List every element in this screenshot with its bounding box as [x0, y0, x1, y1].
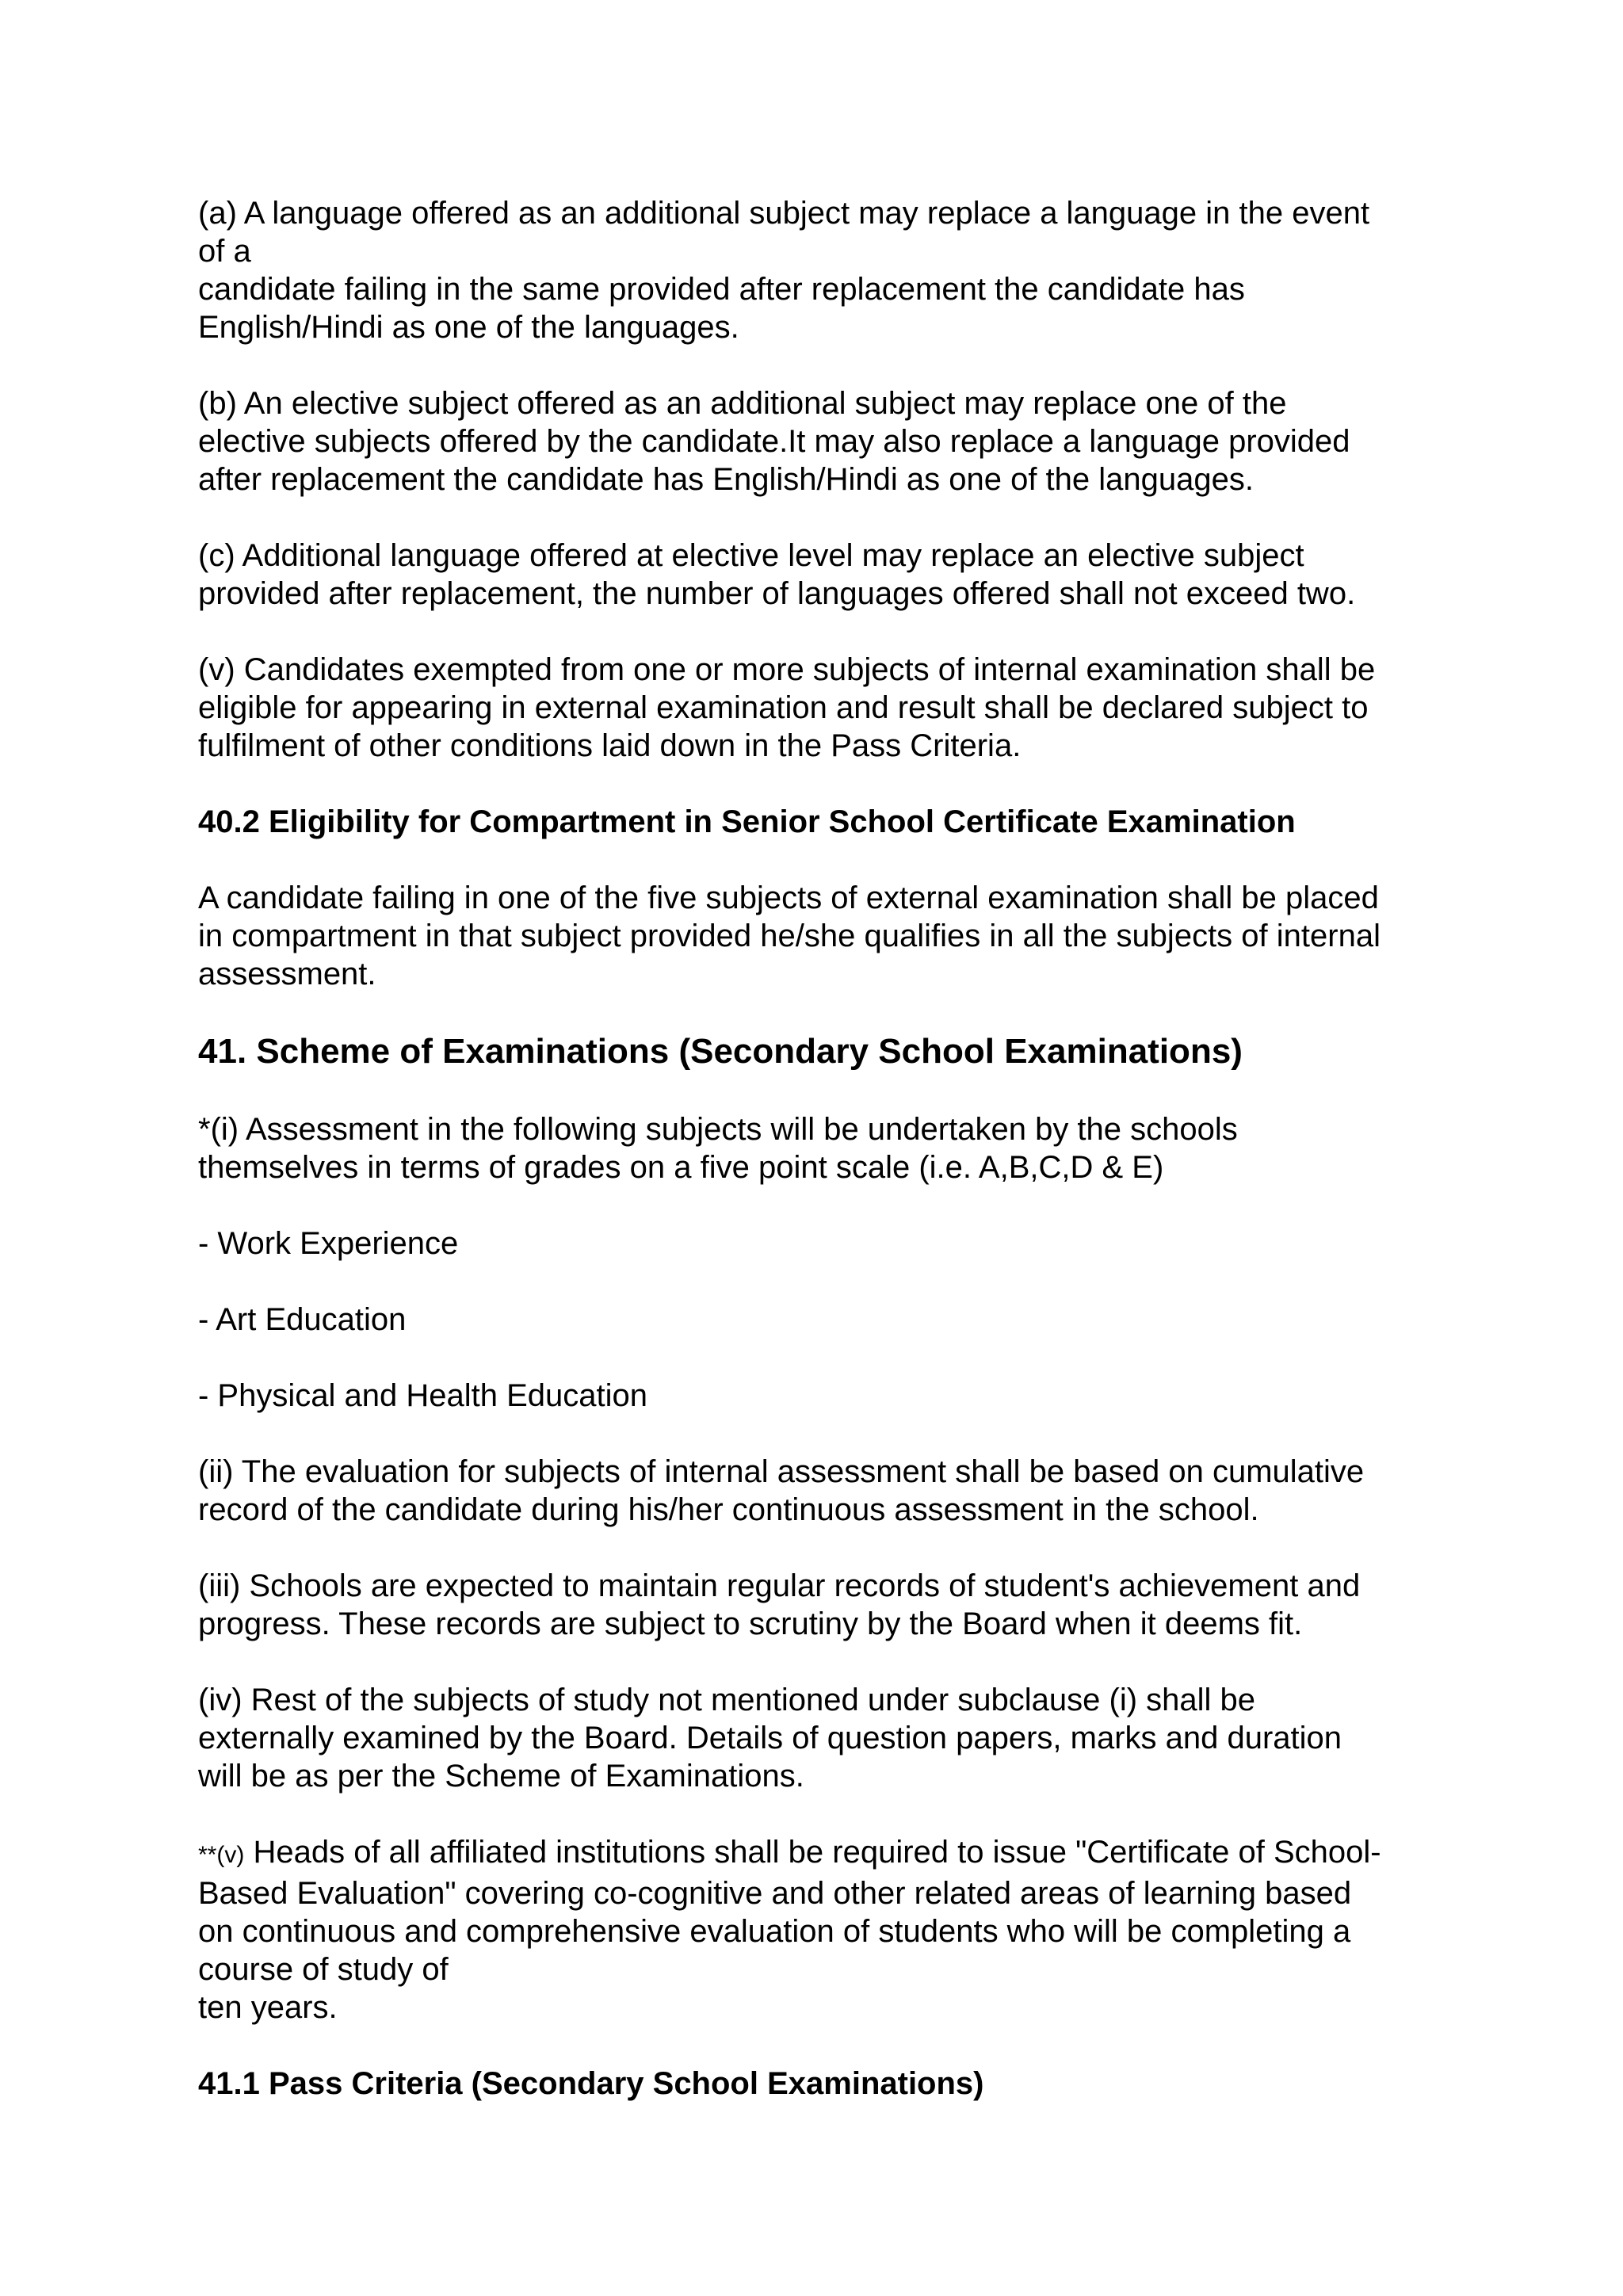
paragraph-v — [198, 651, 1450, 765]
list-item: - Work Experience — [198, 1226, 459, 1261]
text-line: themselves in terms of grades on a five point scale (i.e. A,B,C,D & E) — [198, 1150, 1164, 1185]
section-heading-41: 41. Scheme of Examinations (Secondary School Examinations) — [198, 1032, 1243, 1071]
text-line: will be as per the Scheme of Examinations. — [198, 1759, 804, 1794]
section-heading-40-2: 40.2 Eligibility for Compartment in Senior School Certificate Examination — [198, 804, 1296, 839]
text-line — [198, 1833, 1450, 1874]
paragraph-a — [198, 194, 1450, 346]
text-line: (c) Additional language offered at elective level may replace an elective subject — [198, 538, 1304, 573]
text-line: fulfilment of other conditions laid down in the Pass Criteria. — [198, 728, 1022, 763]
text-line: (iii) Schools are expected to maintain regular records of student's achievement and — [198, 1568, 1361, 1603]
text-line: Based Evaluation" covering co-cognitive and other related areas of learning based — [198, 1876, 1352, 1911]
list-item: - Physical and Health Education — [198, 1378, 647, 1413]
text-line: record of the candidate during his/her continuous assessment in the school. — [198, 1492, 1259, 1527]
text-line: course of study of — [198, 1952, 449, 1987]
text-line: on continuous and comprehensive evaluation of students who will be completing a — [198, 1914, 1351, 1949]
text-line: progress. These records are subject to scrutiny by the Board when it deems fit. — [198, 1606, 1303, 1641]
paragraph-41-v — [198, 1833, 1450, 2027]
text-line: *(i) Assessment in the following subjects will be undertaken by the schools — [198, 1112, 1238, 1147]
text-line: A candidate failing in one of the five subjects of external examination shall be placed — [198, 881, 1379, 915]
paragraph-41-iii — [198, 1567, 1450, 1643]
text-line: elective subjects offered by the candidate.It may also replace a language provided — [198, 424, 1350, 459]
text-line: assessment. — [198, 957, 376, 991]
document-page — [198, 194, 1450, 2103]
text-line: (iv) Rest of the subjects of study not mentioned under subclause (i) shall be — [198, 1683, 1256, 1717]
paragraph-c — [198, 537, 1450, 613]
text-line: after replacement the candidate has English/Hindi as one of the languages. — [198, 462, 1254, 497]
text-line: of a — [198, 234, 251, 269]
list-item: - Art Education — [198, 1302, 407, 1337]
text-line: candidate failing in the same provided after replacement the candidate has — [198, 272, 1245, 307]
text-line: externally examined by the Board. Details of question papers, marks and duration — [198, 1721, 1342, 1755]
text-line: in compartment in that subject provided he/she qualifies in all the subjects of internal — [198, 919, 1381, 953]
paragraph-b — [198, 384, 1450, 499]
text-line: eligible for appearing in external examination and result shall be declared subject to — [198, 690, 1369, 725]
text-line: provided after replacement, the number of languages offered shall not exceed two. — [198, 576, 1356, 611]
text-line: ten years. — [198, 1990, 338, 2025]
text-line: (a) A language offered as an additional subject may replace a language in the event — [198, 196, 1370, 231]
clause-prefix: **(v) — [198, 1842, 245, 1868]
section-heading-41-1: 41.1 Pass Criteria (Secondary School Examinations) — [198, 2066, 984, 2101]
paragraph-41-i — [198, 1110, 1450, 1186]
paragraph-compartment — [198, 879, 1450, 993]
text-line: (b) An elective subject offered as an additional subject may replace one of the — [198, 386, 1287, 421]
text-fragment: Heads of all affiliated institutions shall be required to issue "Certificate of School- — [244, 1835, 1381, 1870]
text-line: English/Hindi as one of the languages. — [198, 310, 739, 345]
paragraph-41-iv — [198, 1681, 1450, 1795]
paragraph-41-ii — [198, 1453, 1450, 1529]
text-line: (ii) The evaluation for subjects of internal assessment shall be based on cumulative — [198, 1454, 1365, 1489]
text-line: (v) Candidates exempted from one or more subjects of internal examination shall be — [198, 652, 1376, 687]
